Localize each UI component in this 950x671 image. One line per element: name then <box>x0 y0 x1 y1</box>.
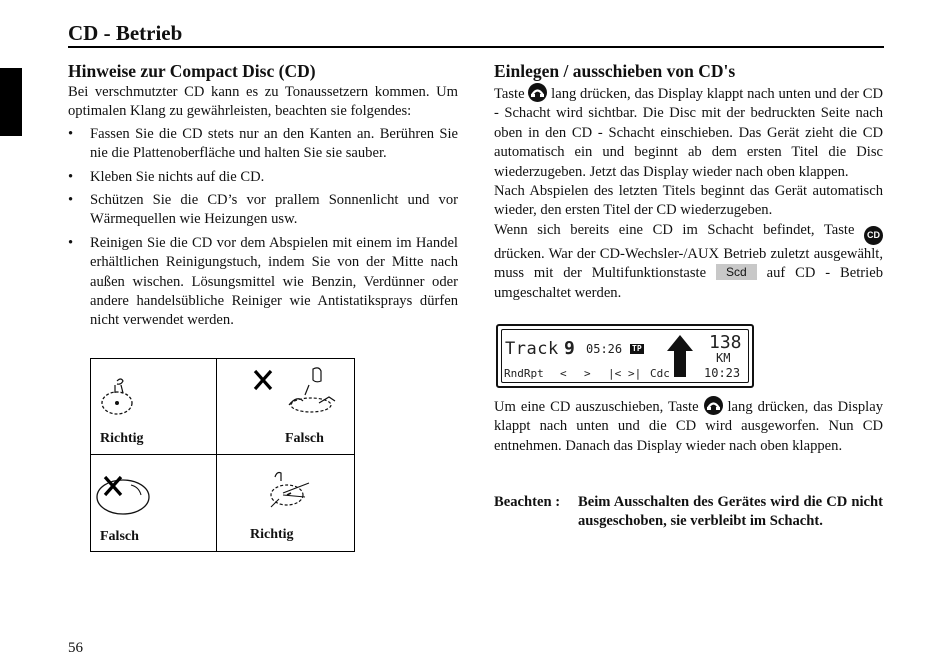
figure-label-wrong: Falsch <box>100 529 139 544</box>
page-number: 56 <box>68 640 83 656</box>
lcd-clock: 10:23 <box>704 366 741 380</box>
list-item: • Reinigen Sie die CD vor dem Abspielen mit einem im Handel erhältlichen Reinigungstuch, indem Sie von der Mitte nach außen wischen. Lösungsmittel wie Benzin, Verdünner oder andere handelsübliche Reiniger wie Antistatiksprays dürfen nicht verwendet werden. <box>68 234 458 331</box>
lcd-track-label: Track <box>505 339 559 359</box>
figure-cell-touch-surface <box>217 359 354 454</box>
repeat-paragraph: Nach Abspielen des letzten Titels beginnt das Gerät automatisch wieder, den ersten Titel der CD wiederzugeben. <box>494 183 883 219</box>
radio-display-illustration <box>496 324 754 388</box>
insert-paragraph <box>494 83 883 182</box>
right-column <box>494 59 883 303</box>
chapter-title: CD - Betrieb <box>68 20 884 48</box>
chapter-tab-marker <box>0 68 22 136</box>
cd-circular-wipe-icon <box>91 455 216 525</box>
cd-key-paragraph <box>494 221 883 303</box>
lcd-softkey-next: > <box>584 367 591 380</box>
lcd-softkey-track-back: |< <box>608 367 622 380</box>
eject-text-b: lang drücken, das Display klappt nach unten und die CD wird ausgeworfen. Nun CD entnehmen. Danach das Display wieder nach oben klappen. <box>494 399 884 454</box>
lcd-softkey-cdc: Cdc <box>650 367 670 380</box>
lcd-distance: 138 <box>709 332 742 353</box>
lcd-play-time: 05:26 <box>586 342 623 356</box>
eject-open-icon <box>704 396 723 415</box>
cd-notes-list <box>68 125 458 331</box>
insert-eject-heading: Einlegen / ausschieben von CD's <box>494 61 736 81</box>
lcd-track-number: 9 <box>564 338 575 359</box>
left-column <box>68 59 458 335</box>
cd-key-text-c: auf CD - Betrieb umgeschaltet werden. <box>494 265 883 301</box>
lcd-distance-unit: KM <box>716 351 731 365</box>
lcd-tp-badge: TP <box>632 344 642 353</box>
figure-label-correct: Richtig <box>250 527 294 542</box>
list-item: • Schützen Sie die CD’s vor prallem Sonnenlicht und vor Wärmequellen wie Heizungen usw. <box>68 191 458 230</box>
list-item: • Kleben Sie nichts auf die CD. <box>68 168 458 187</box>
figure-cell-wipe-outward <box>217 455 354 550</box>
lcd-softkey-prev: < <box>560 367 567 380</box>
cd-key-text-a: Wenn sich bereits eine CD im Schacht befindet, Taste <box>494 221 855 238</box>
eject-text-a: Um eine CD auszuschieben, Taste <box>494 399 699 415</box>
cd-key-icon: CD <box>864 226 883 245</box>
eject-open-icon <box>528 83 547 102</box>
insert-text-b: lang drücken, das Display klappt nach unten und der CD - Schacht wird sichtbar. Die Disc mit der bedruckten Seite nach oben in den CD - Schacht einschieben. Das Gerät zieht die CD automatisch ein und beginnt ab dem ersten Titel die Disc wiederzugeben. Jetzt das Display wieder nach oben klappen. <box>494 86 883 180</box>
scd-softkey-label: Scd <box>716 264 757 280</box>
figure-label-wrong: Falsch <box>285 431 324 446</box>
figure-label-correct: Richtig <box>100 431 144 446</box>
lcd-softkey-rndrpt: RndRpt <box>504 367 544 380</box>
eject-paragraph <box>494 396 883 456</box>
figure-cell-hold-edge <box>91 359 216 454</box>
hand-touching-cd-icon <box>217 359 354 429</box>
note-text: Beim Ausschalten des Gerätes wird die CD nicht ausgeschoben, sie verbleibt im Schacht. <box>578 494 883 530</box>
lcd-softkey-track-forward: >| <box>628 367 642 380</box>
note-label: Beachten : <box>494 494 561 510</box>
navigation-arrow-icon <box>666 334 694 378</box>
list-item: • Fassen Sie die CD stets nur an den Kanten an. Berühren Sie nie die Plattenoberfläche und halten Sie sie sauber. <box>68 125 458 164</box>
figure-cell-wipe-circular <box>91 455 216 550</box>
cd-handling-figure <box>90 358 355 552</box>
lcd-screen <box>501 329 749 383</box>
cd-key-text-b: drücken. War der CD-Wechsler-/AUX Betrieb zuletzt ausgewählt, muss mit der Multifunktionstaste <box>494 245 883 282</box>
cd-notes-heading: Hinweise zur Compact Disc (CD) <box>68 61 316 81</box>
eject-section <box>494 396 883 456</box>
hand-holding-cd-icon <box>91 359 216 429</box>
cd-notes-intro: Bei verschmutzter CD kann es zu Tonaussetzern kommen. Um optimalen Klang zu gewährleisten, beachten sie folgendes: <box>68 84 458 120</box>
insert-text-a: Taste <box>494 86 525 102</box>
cd-outward-wipe-icon <box>217 455 354 525</box>
